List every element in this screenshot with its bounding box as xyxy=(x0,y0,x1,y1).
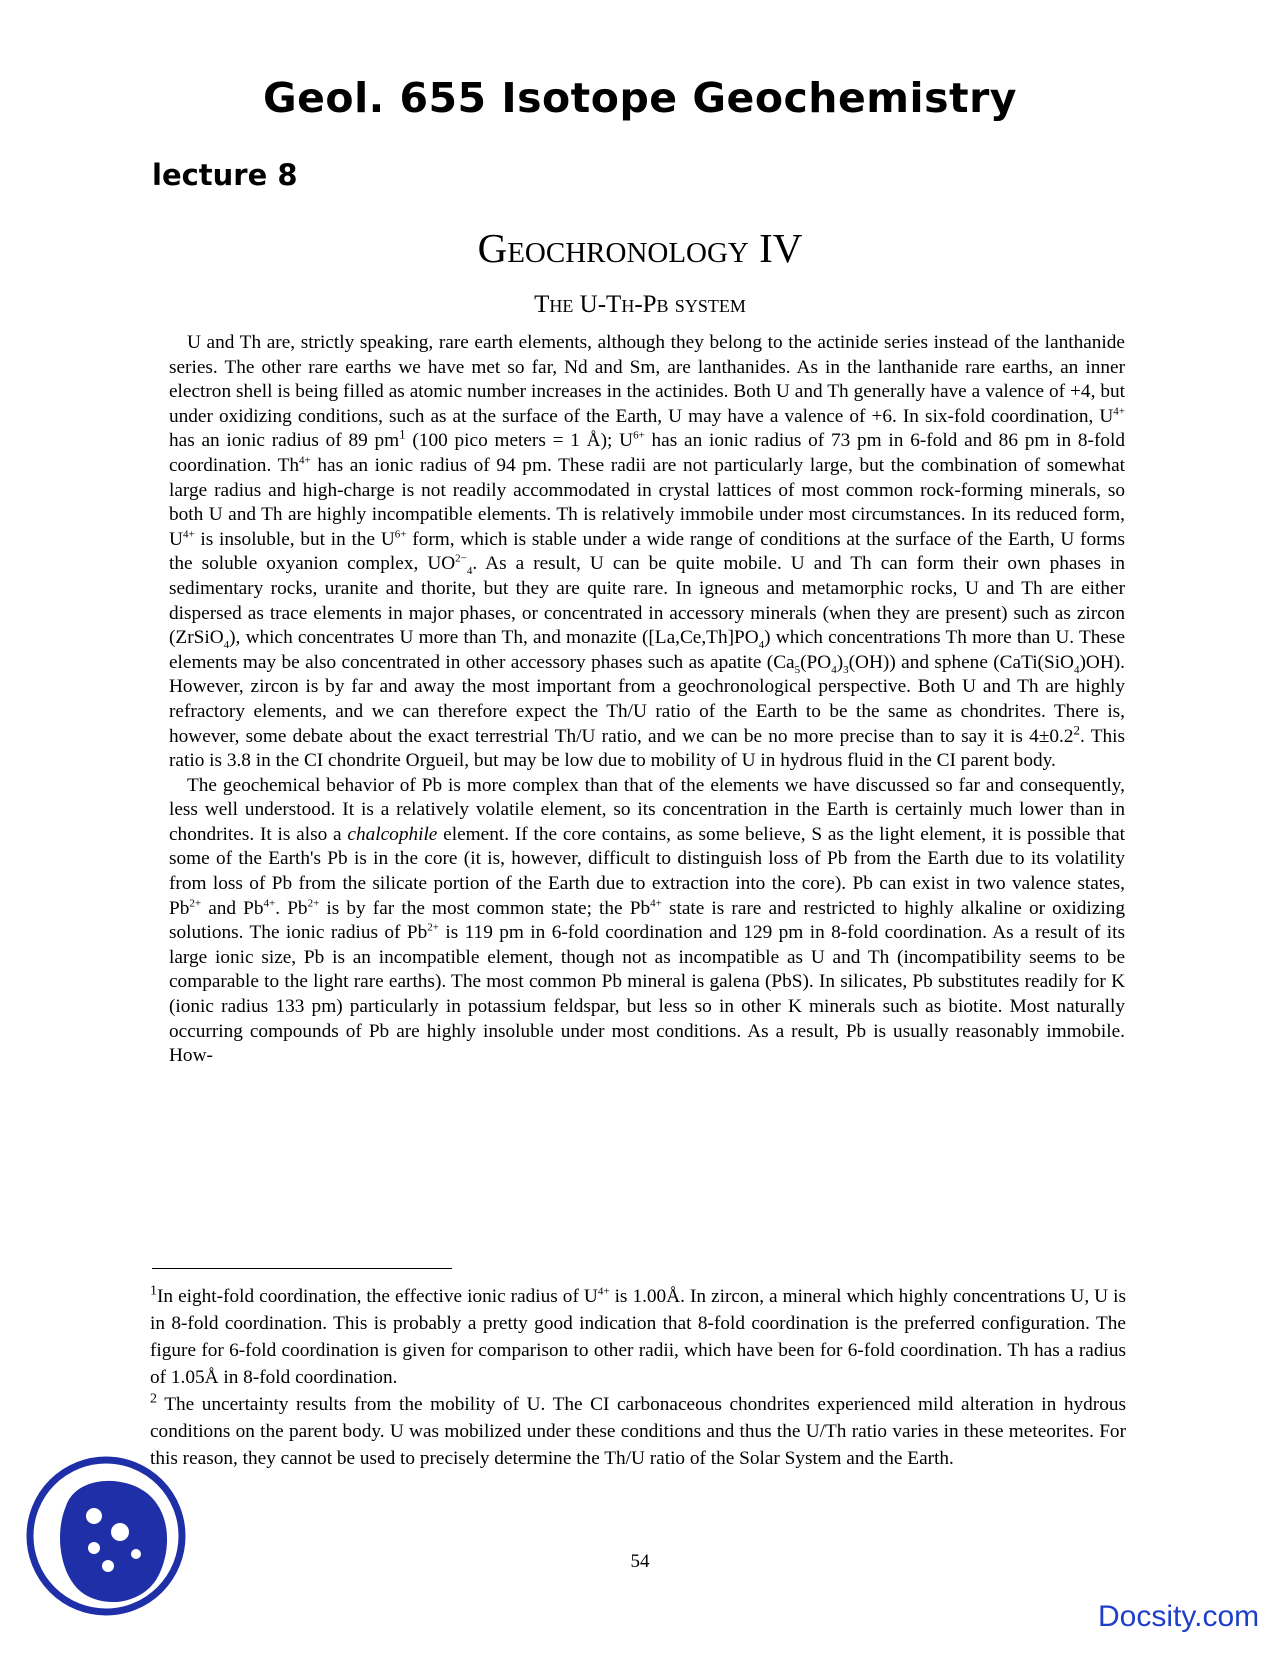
footnote-2: $^2$ The uncertainty results from the mobility of U. The CI carbonaceous chondrites experienced mild alteration in hydrous conditions on the parent body. U was mobilized under these conditions and thus the U/Th ratio varies in these meteorites. For this reason, they cannot be used to precisely determine the Th/U ratio of the Solar System and the Earth. xyxy=(150,1391,1126,1469)
section-title: The U-Th-Pb system xyxy=(534,291,746,318)
footnote-1-number: 1 xyxy=(150,1283,157,1299)
body-text xyxy=(169,331,1125,1069)
badge-dot xyxy=(111,1523,129,1541)
footnotes xyxy=(150,1283,1126,1472)
course-title: Geol. 655 Isotope Geochemistry xyxy=(262,74,1018,122)
page-number: 54 xyxy=(630,1551,650,1572)
badge-dot xyxy=(88,1542,100,1554)
footnote-1: $^1$In eight-fold coordination, the effective ionic radius of $U^{4+}$ is 1.00Å. In zircon, a mineral which highly concentrations U, U is in 8-fold coordination. This is probably a pretty good indication that 8-fold coordination is the preferred configuration. The figure for 6-fold coordination is given for comparison to other radii, which have been for 6-fold coordination. Th has a radius of 1.05Å in 8-fold coordination. xyxy=(150,1283,1126,1388)
badge-dot xyxy=(86,1508,102,1524)
paragraph-lead: The geochemical behavior of Pb is more complex than that of the elements we have discussed so far and consequently, less well understood. It is a relatively volatile element, so its concentration in the Earth is certainly much lower than in chondrites. It is also a chalcophile element. If the core contains, as some believe, S as the light element, it is possible that some of the Earth's Pb is in the core (it is, however, difficult to distinguish loss of Pb from the Earth due to its volatility from loss of Pb from the silicate portion of the Earth due to extraction into the core). Pb can exist in two valence states, $Pb^{2+}$ and $Pb^{4+}$. $Pb^{2+}$ is by far the most common state; the $Pb^{4+}$ state is rare and restricted to highly alkaline or oxidizing solutions. The ionic radius of $Pb^{2+}$ is 119 pm in 6-fold coordination and 129 pm in 8-fold coordination. As a result of its large ionic size, Pb is an incompatible element, though not as incompatible as U and Th (incompatibility seems to be comparable to the light rare earths). The most common Pb mineral is galena (PbS). In silicates, Pb substitutes readily for K (ionic radius 133 pm) particularly in potassium feldspar, but less so in other K minerals such as biotite. Most naturally occurring compounds of Pb are highly insoluble under most conditions. As a result, Pb is usually reasonably immobile. How- xyxy=(169,774,1126,1067)
paragraph-uranium-thorium: U and Th are, strictly speaking, rare earth elements, although they belong to the actinide series instead of the lanthanide series. The other rare earths we have met so far, Nd and Sm, are lanthanides. As in the lanthanide rare earths, an inner electron shell is being filled as atomic number increases in the actinides. Both U and Th generally have a valence of +4, but under oxidizing conditions, such as at the surface of the Earth, U may have a valence of +6. In six-fold coordination, $U^{4+}$ has an ionic radius of 89 pm$^1$ (100 pico meters = 1 Å); $U^{6+}$ has an ionic radius of 73 pm in 6-fold and 86 pm in 8-fold coordination. $Th^{4+}$ has an ionic radius of 94 pm. These radii are not particularly large, but the combination of somewhat large radius and high-charge is not readily accommodated in crystal lattices of most common rock-forming minerals, so both U and Th are highly incompatible elements. Th is relatively immobile under most circumstances. In its reduced form, $U^{4+}$ is insoluble, but in the $U^{6+}$ form, which is stable under a wide range of conditions at the surface of the Earth, U forms the soluble oxyanion complex, $UO^{2-}_4$. As a result, U can be quite mobile. U and Th can form their own phases in sedimentary rocks, uranite and thorite, but they are quite rare. In igneous and metamorphic rocks, U and Th are either dispersed as trace elements in major phases, or concentrated in accessory minerals (when they are present) such as zircon (ZrSiO$_4$), which concentrates U more than Th, and monazite $([La,Ce,Th]PO_4)$ which concentrations Th more than U. These elements may be also concentrated in other accessory phases such as apatite $(Ca_5(PO_4)_3(OH))$ and sphene (CaTi(SiO$_4$)OH). However, zircon is by far and away the most important from a geochronological perspective. Both U and Th are highly refractory elements, and we can therefore expect the Th/U ratio of the Earth to be the same as chondrites. There is, however, some debate about the exact terrestrial Th/U ratio, and we can be no more precise than to say it is 4±0.2$^2$. This ratio is 3.8 in the CI chondrite Orgueil, but may be low due to mobility of U in hydrous fluid in the CI parent body. xyxy=(169,332,1126,772)
lecture-label: lecture 8 xyxy=(152,158,298,192)
footnote-divider xyxy=(152,1268,452,1269)
footnote-ref-2[interactable]: 2 xyxy=(1073,722,1080,738)
chapter-title: Geochronology IV xyxy=(477,225,803,271)
footnote-ref-1[interactable]: 1 xyxy=(399,426,406,442)
docsity-logo-icon[interactable] xyxy=(24,1454,188,1618)
badge-blob xyxy=(60,1481,167,1602)
docsity-watermark-link[interactable]: Docsity.com xyxy=(1098,1600,1260,1633)
badge-dot xyxy=(131,1549,141,1559)
footnote-2-number: 2 xyxy=(150,1391,157,1407)
badge-dot xyxy=(102,1560,114,1572)
